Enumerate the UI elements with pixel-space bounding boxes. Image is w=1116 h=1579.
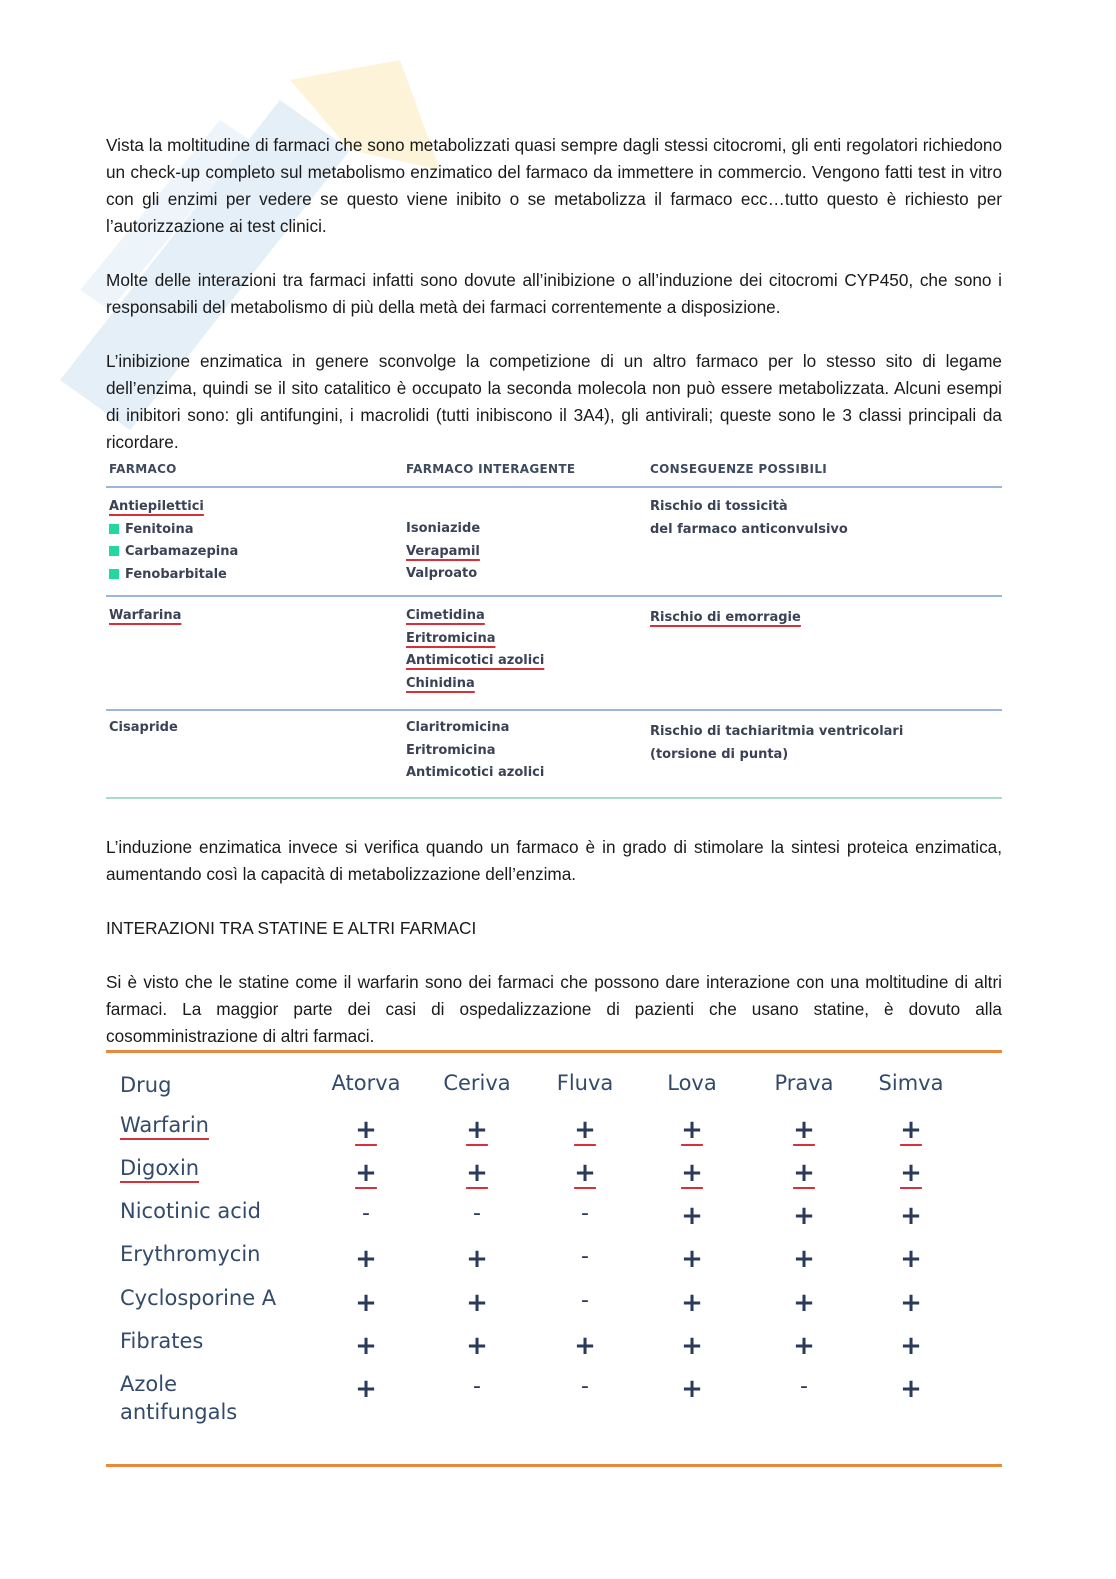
interacting-drug: Valproato xyxy=(406,566,478,582)
plus-cell: + xyxy=(900,1158,922,1188)
statins-table-header xyxy=(106,1071,1002,1111)
plus-cell: + xyxy=(681,1288,703,1318)
table-row xyxy=(106,1284,1002,1324)
consequence-cell xyxy=(650,496,848,541)
plus-cell: + xyxy=(793,1115,815,1145)
drug-name: Erythromycin xyxy=(120,1242,261,1266)
plus-cell: + xyxy=(793,1201,815,1231)
drug-name: Digoxin xyxy=(120,1156,200,1180)
table-row xyxy=(106,1111,1002,1151)
drug-name: Fibrates xyxy=(120,1329,204,1353)
interacting-cell xyxy=(406,605,544,695)
interacting-drug: Isoniazide xyxy=(406,521,481,536)
plus-cell: + xyxy=(681,1115,703,1145)
interacting-drug: Claritromicina xyxy=(406,720,510,735)
drug-name: Cyclosporine A xyxy=(120,1286,277,1310)
plus-cell: + xyxy=(681,1331,703,1361)
plus-cell: + xyxy=(900,1374,922,1404)
drug-name: Warfarina xyxy=(109,608,182,623)
plus-cell: + xyxy=(466,1115,488,1145)
drug-cell xyxy=(109,605,181,628)
plus-cell: + xyxy=(681,1374,703,1404)
plus-cell: + xyxy=(466,1158,488,1188)
paragraph-cyp450: Molte delle interazioni tra farmaci infatti sono dovute all’inibizione o all’induzione dei citocromi CYP450, che sono i responsabili del metabolismo di più della metà dei farmaci correntemente a disposizione. xyxy=(106,270,1002,317)
interacting-drug: Chinidina xyxy=(406,675,475,691)
header-prava: Prava xyxy=(774,1071,834,1095)
plus-cell: + xyxy=(900,1244,922,1274)
header-simva: Simva xyxy=(878,1071,944,1095)
minus-cell: - xyxy=(581,1244,589,1269)
plus-cell: + xyxy=(355,1374,377,1404)
plus-cell: + xyxy=(574,1115,596,1145)
interacting-cell xyxy=(406,518,480,586)
section-heading-statins: INTERAZIONI TRA STATINE E ALTRI FARMACI xyxy=(106,918,477,938)
table-row xyxy=(106,711,1002,799)
minus-cell: - xyxy=(800,1374,808,1399)
drug-interaction-table xyxy=(106,458,1002,799)
paragraph-enzyme-induction: L’induzione enzimatica invece si verifica quando un farmaco è in grado di stimolare la sintesi proteica enzimatica, aumentando così la capacità di metabolizzazione dell’enzima. xyxy=(106,837,1002,884)
statins-interaction-table xyxy=(106,1050,1002,1467)
consequence-text: Rischio di tachiaritmia ventricolari xyxy=(650,724,904,739)
paragraph-metabolism-checkup: Vista la moltitudine di farmaci che sono metabolizzati quasi sempre dagli stessi citocromi, gli enti regolatori richiedono un check-up completo sul metabolismo enzimatico del farmaco da immettere in commercio. Vengono fatti test in vitro con gli enzimi per vedere se questo viene inibito o se metabolizza il farmaco ecc…tutto questo è richiesto per l’autorizzazione ai test clinici. xyxy=(106,135,1002,236)
consequence-text: Rischio di emorragie xyxy=(650,610,801,625)
interacting-drug: Eritromicina xyxy=(406,630,496,646)
minus-cell: - xyxy=(581,1374,589,1399)
interacting-cell xyxy=(406,717,544,785)
table-row xyxy=(106,1197,1002,1237)
header-fluva: Fluva xyxy=(556,1071,614,1095)
plus-cell: + xyxy=(681,1158,703,1188)
interacting-drug: Antimicotici azolici xyxy=(406,765,545,781)
plus-cell: + xyxy=(793,1288,815,1318)
plus-cell: + xyxy=(681,1244,703,1274)
consequence-text: del farmaco anticonvulsivo xyxy=(650,521,848,537)
minus-cell: - xyxy=(473,1374,481,1399)
plus-cell: + xyxy=(355,1331,377,1361)
plus-cell: + xyxy=(574,1158,596,1188)
plus-cell: + xyxy=(793,1331,815,1361)
plus-cell: + xyxy=(466,1331,488,1361)
bullet-icon xyxy=(109,546,119,556)
bullet-icon xyxy=(109,524,119,534)
table-row xyxy=(106,488,1002,597)
plus-cell: + xyxy=(900,1115,922,1145)
plus-cell: + xyxy=(355,1115,377,1145)
paragraph-enzyme-inhibition: L’inibizione enzimatica in genere sconvolge la competizione di un altro farmaco per lo stesso sito di legame dell’enzima, quindi se il sito catalitico è occupato la seconda molecola non può essere metabolizzata. Alcuni esempi di inibitori sono: gli antifungini, i macrolidi (tutti inibiscono il 3A4), gli antivirali; queste sono le 3 classi principali da ricordare. xyxy=(106,351,1002,452)
table-row xyxy=(106,597,1002,711)
table-row xyxy=(106,1240,1002,1280)
consequence-cell xyxy=(650,721,903,766)
drug-cell xyxy=(109,496,238,586)
plus-cell: + xyxy=(355,1288,377,1318)
consequence-text: (torsione di punta) xyxy=(650,746,789,762)
plus-cell: + xyxy=(355,1244,377,1274)
minus-cell: - xyxy=(581,1288,589,1313)
list-item: Fenobarbitale xyxy=(109,564,238,587)
interacting-drug: Cimetidina xyxy=(406,608,485,623)
plus-cell: + xyxy=(466,1244,488,1274)
bullet-icon xyxy=(109,569,119,579)
drug-name: Antiepilettici xyxy=(109,499,204,514)
header-atorva: Atorva xyxy=(331,1071,401,1095)
minus-cell: - xyxy=(581,1201,589,1226)
table-row xyxy=(106,1327,1002,1367)
plus-cell: + xyxy=(900,1201,922,1231)
consequence-cell xyxy=(650,607,801,630)
drug-cell xyxy=(109,717,178,740)
drug-name: Azole antifungals xyxy=(120,1372,238,1424)
plus-cell: + xyxy=(900,1288,922,1318)
drug-name: Nicotinic acid xyxy=(120,1199,261,1223)
list-item: Carbamazepina xyxy=(109,541,238,564)
plus-cell: + xyxy=(681,1201,703,1231)
header-farmaco-interagente: FARMACO INTERAGENTE xyxy=(406,462,576,476)
minus-cell: - xyxy=(362,1201,370,1226)
consequence-text: Rischio di tossicità xyxy=(650,499,788,514)
header-lova: Lova xyxy=(667,1071,717,1095)
paragraph-statins: Si è visto che le statine come il warfarin sono dei farmaci che possono dare interazione con una moltitudine di altri farmaci. La maggior parte dei casi di ospedalizzazione di pazienti che usano statine, è dovuto alla cosomministrazione di altri farmaci. xyxy=(106,972,1002,1046)
drug-name: Warfarin xyxy=(120,1113,209,1137)
table-row xyxy=(106,1154,1002,1194)
plus-cell: + xyxy=(793,1158,815,1188)
interacting-drug: Eritromicina xyxy=(406,742,496,758)
minus-cell: - xyxy=(473,1201,481,1226)
table-row xyxy=(106,1370,1002,1424)
list-item: Fenitoina xyxy=(109,519,238,542)
interaction-table-header xyxy=(106,458,1002,488)
header-drug: Drug xyxy=(120,1073,172,1097)
plus-cell: + xyxy=(900,1331,922,1361)
interacting-drug: Antimicotici azolici xyxy=(406,653,545,669)
header-conseguenze: CONSEGUENZE POSSIBILI xyxy=(650,462,828,476)
plus-cell: + xyxy=(793,1244,815,1274)
interacting-drug: Verapamil xyxy=(406,543,480,559)
plus-cell: + xyxy=(355,1158,377,1188)
header-ceriva: Ceriva xyxy=(443,1071,511,1095)
plus-cell: + xyxy=(466,1288,488,1318)
plus-cell: + xyxy=(574,1331,596,1361)
header-farmaco: FARMACO xyxy=(109,462,177,476)
drug-name: Cisapride xyxy=(109,720,178,735)
